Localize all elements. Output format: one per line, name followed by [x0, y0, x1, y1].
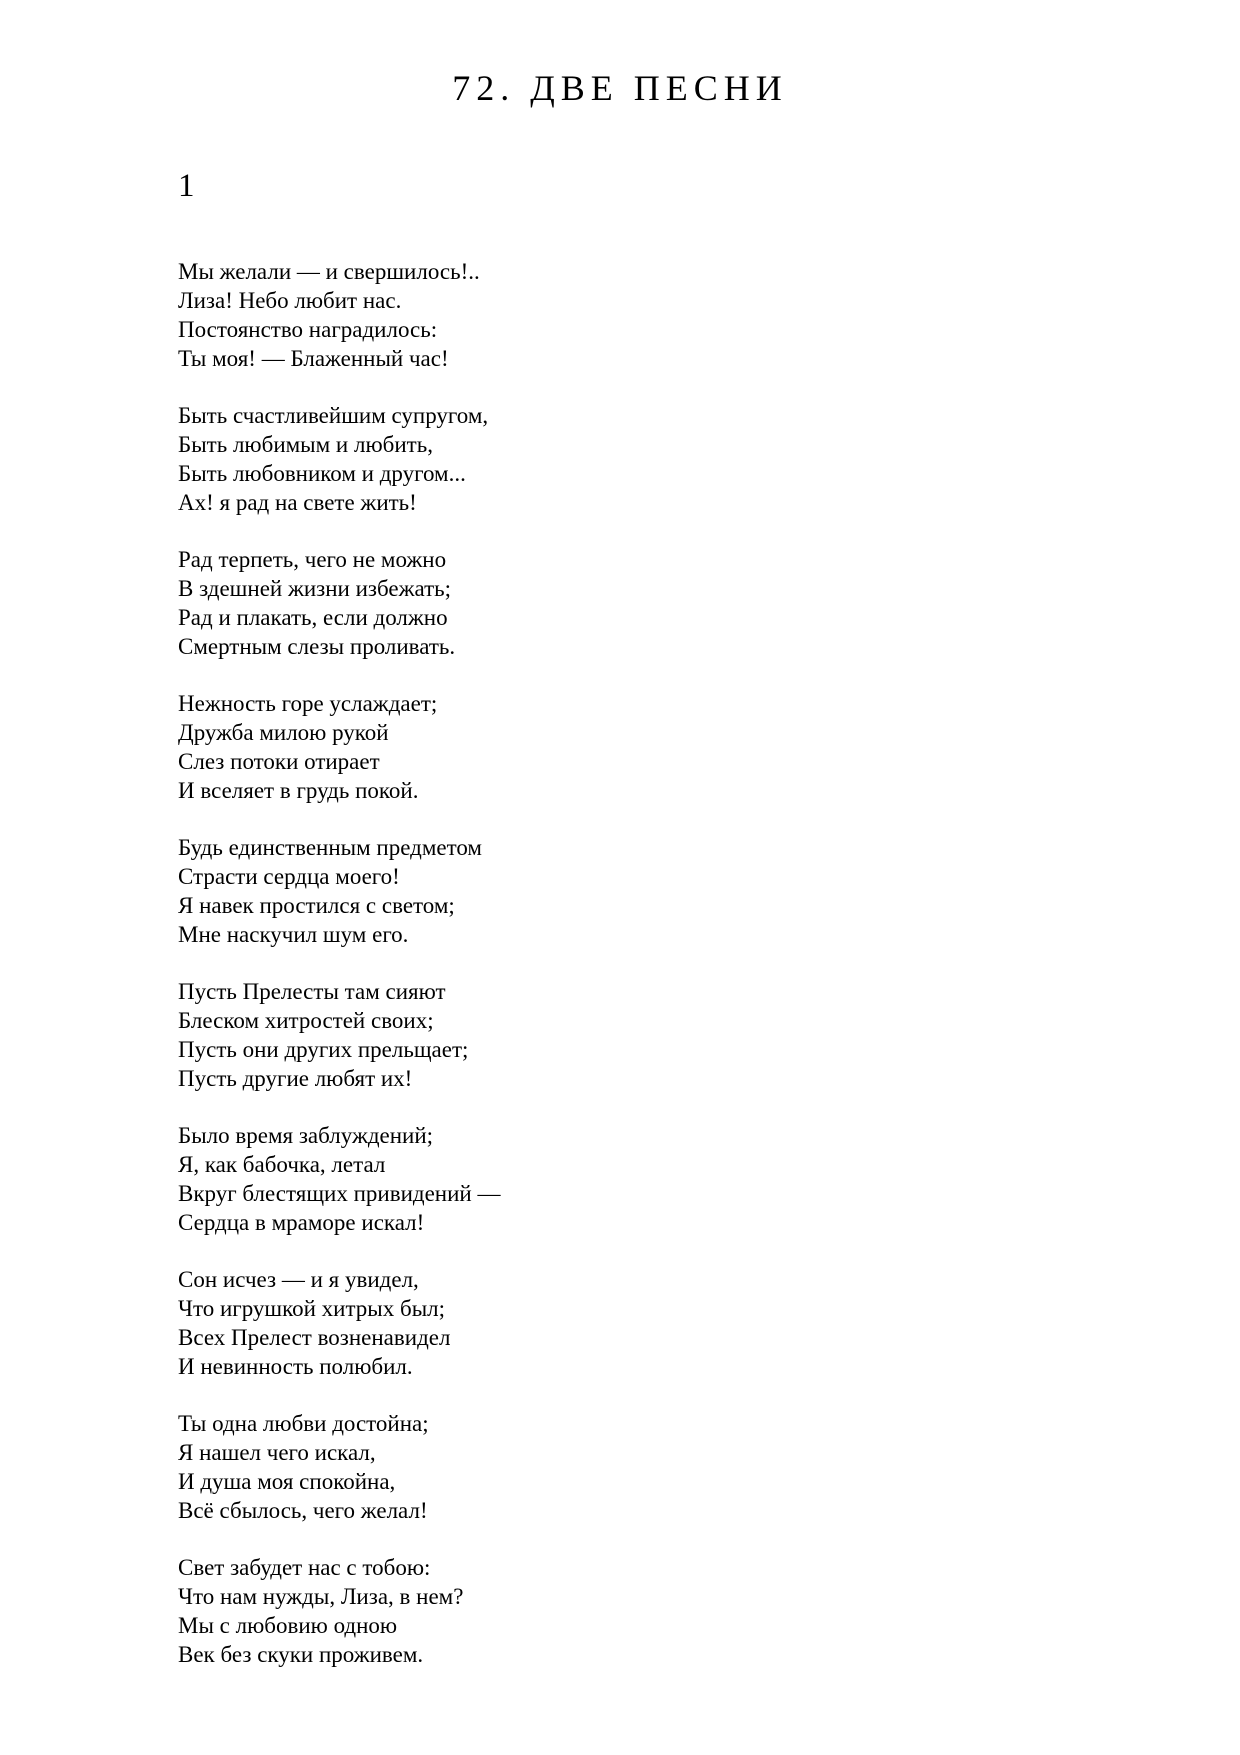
- stanza-7: [178, 1121, 878, 1237]
- poem-line: Ах! я рад на свете жить!: [178, 490, 417, 515]
- section-number: 1: [178, 168, 195, 204]
- poem-line: Пусть Прелесты там сияют: [178, 979, 446, 1004]
- poem-line: Было время заблуждений;: [178, 1123, 434, 1148]
- poem-line: Быть счастливейшим супругом,: [178, 403, 489, 428]
- poem-line: Мы желали — и свершилось!..: [178, 259, 480, 284]
- poem-line: Что нам нужды, Лиза, в нем?: [178, 1584, 464, 1609]
- poem-line: Быть любимым и любить,: [178, 432, 433, 457]
- stanza-6: [178, 977, 878, 1093]
- poem-title: 72. ДВЕ ПЕСНИ: [452, 68, 788, 108]
- poem-line: Всё сбылось, чего желал!: [178, 1498, 428, 1523]
- poem-line: Мне наскучил шум его.: [178, 922, 409, 947]
- poem-line: Вкруг блестящих привидений —: [178, 1181, 501, 1206]
- poem-line: Ты моя! — Блаженный час!: [178, 346, 449, 371]
- poem-line: Я нашел чего искал,: [178, 1440, 376, 1465]
- poem-line: И душа моя спокойна,: [178, 1469, 396, 1494]
- poem-line: Я, как бабочка, летал: [178, 1152, 386, 1177]
- poem-line: Что игрушкой хитрых был;: [178, 1296, 446, 1321]
- stanza-9: [178, 1409, 878, 1525]
- poem-line: Будь единственным предметом: [178, 835, 482, 860]
- poem-line: Нежность горе услаждает;: [178, 691, 438, 716]
- poem-line: Лиза! Небо любит нас.: [178, 288, 402, 313]
- poem-line: Пусть они других прельщает;: [178, 1037, 469, 1062]
- poem-line: Рад и плакать, если должно: [178, 605, 448, 630]
- poem-line: Свет забудет нас с тобою:: [178, 1555, 431, 1580]
- poem-line: Я навек простился с светом;: [178, 893, 455, 918]
- poem-body: [178, 257, 878, 1697]
- poem-line: И вселяет в грудь покой.: [178, 778, 419, 803]
- poem-line: В здешней жизни избежать;: [178, 576, 452, 601]
- poem-line: Смертным слезы проливать.: [178, 634, 456, 659]
- poem-line: Всех Прелест возненавидел: [178, 1325, 451, 1350]
- poem-line: Блеском хитростей своих;: [178, 1008, 434, 1033]
- poem-line: Дружба милою рукой: [178, 720, 389, 745]
- poem-line: Постоянство наградилось:: [178, 317, 438, 342]
- stanza-4: [178, 689, 878, 805]
- stanza-1: [178, 257, 878, 373]
- stanza-10: [178, 1553, 878, 1669]
- poem-line: Ты одна любви достойна;: [178, 1411, 429, 1436]
- poem-line: Рад терпеть, чего не можно: [178, 547, 447, 572]
- poem-line: Век без скуки проживем.: [178, 1642, 424, 1667]
- poem-line: И невинность полюбил.: [178, 1354, 413, 1379]
- stanza-8: [178, 1265, 878, 1381]
- stanza-2: [178, 401, 878, 517]
- poem-line: Пусть другие любят их!: [178, 1066, 413, 1091]
- poem-line: Сердца в мраморе искал!: [178, 1210, 425, 1235]
- stanza-3: [178, 545, 878, 661]
- poem-line: Быть любовником и другом...: [178, 461, 466, 486]
- poem-line: Сон исчез — и я увидел,: [178, 1267, 419, 1292]
- poem-line: Мы с любовию одною: [178, 1613, 398, 1638]
- poem-line: Слез потоки отирает: [178, 749, 380, 774]
- stanza-5: [178, 833, 878, 949]
- poem-line: Страсти сердца моего!: [178, 864, 400, 889]
